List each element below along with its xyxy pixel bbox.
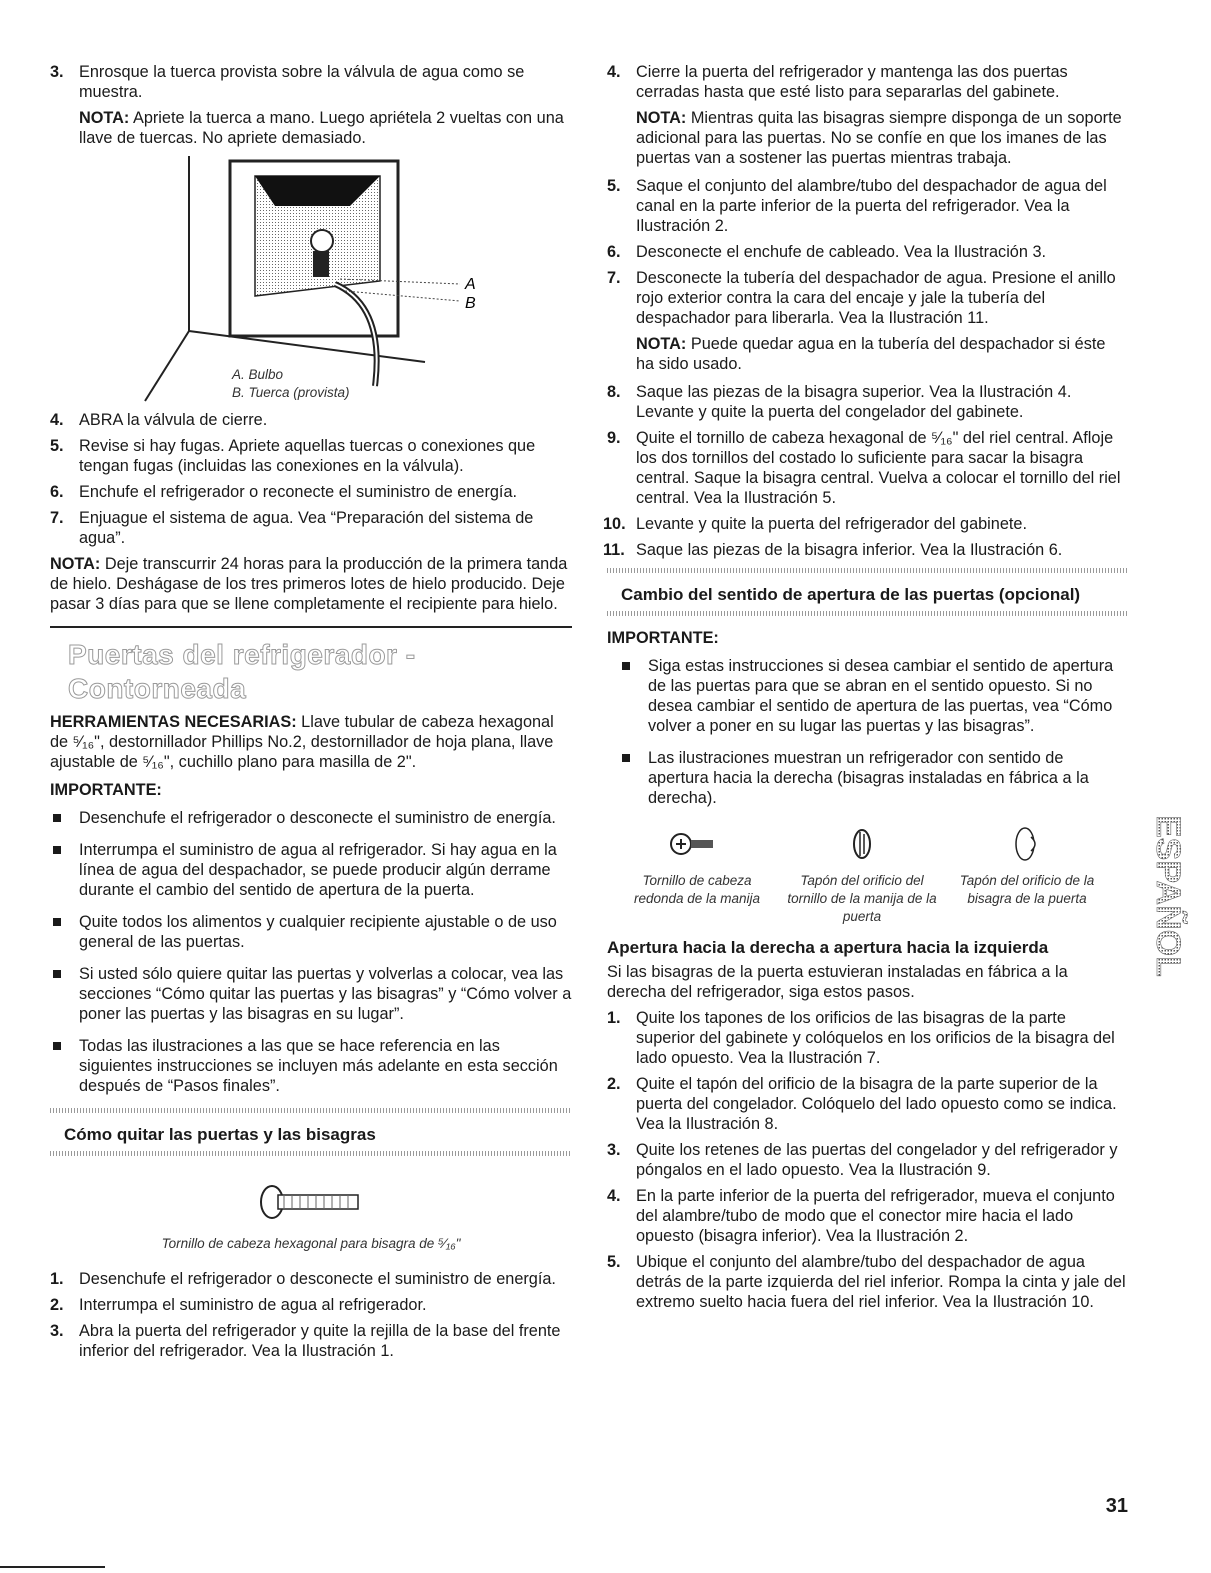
direction-intro: Si las bisagras de la puerta estuvieran instaladas en fábrica a la derecha del refrigerador, siga estos pasos. [607,963,1068,1001]
reverse-doors-heading: Cambio del sentido de apertura de las puertas (opcional) [621,585,1081,604]
footer-rule [0,1566,105,1568]
dotted-rule [607,611,1127,616]
important-label: IMPORTANTE: [50,781,162,799]
direction-step: 4. En la parte inferior de la puerta del refrigerador, mueva el conjunto del alambre/tubo de modo que el conector mire hacia el lado opuesto (bisagra inferior). Vea la Ilustración 2. [607,1187,1115,1245]
dotted-rule [607,568,1127,573]
hex-screw-icon [256,1182,366,1222]
remove-step: 3. Abra la puerta del refrigerador y quite la rejilla de la base del frente inferior del refrigerador. Vea la Ilustración 1. [50,1322,561,1360]
part-caption: Tapón del orificio del tornillo de la manija de la puerta [787,873,937,924]
bullet-item: Interrumpa el suministro de agua al refrigerador. Si hay agua en la línea de agua del despachador, se puede producir algún derrame durante el cambio del sentido de apertura de la puerta. [50,840,572,900]
install-step: 6. Enchufe el refrigerador o reconecte el suministro de energía. [50,483,518,501]
bullet-item: Las ilustraciones muestran un refrigerador con sentido de apertura hacia la derecha (bisagras instaladas en fábrica a la derecha). [619,748,1127,808]
ice-note: NOTA: Deje transcurrir 24 horas para la producción de la primera tanda de hielo. Deshágase de los tres primeros lotes de hielo producido. Deje pasar 3 días para que se llene completamente el recipiente para hielo. [50,555,568,613]
direction-step: 5. Ubique el conjunto del alambre/tubo del despachador de agua detrás de la parte izquierda del riel inferior. Rompa la cinta y jale del extremo suelto hacia fuera del riel inferior. Vea la Ilustración 10. [607,1253,1126,1311]
install-step: 7. Enjuague el sistema de agua. Vea “Preparación del sistema de agua”. [50,509,534,547]
figure-caption: A. Bulbo B. Tuerca (provista) [232,367,350,400]
hex-screw-caption: Tornillo de cabeza hexagonal para bisagra de ⁵⁄₁₆" [161,1236,461,1251]
part-item [782,824,942,926]
install-steps-continued [50,410,572,548]
remove-step: 7. Desconecte la tubería del despachador de agua. Presione el anillo rojo exterior contra la cara del encaje y jale la tubería del despachador para liberarla. Vea la Ilustración 11. [607,269,1116,327]
remove-step: 8. Saque las piezas de la bisagra superior. Vea la Ilustración 4. Levante y quite la puerta del congelador del gabinete. [607,383,1072,421]
install-step: 5. Revise si hay fugas. Apriete aquellas tuercas o conexiones que tengan fugas (incluidas las conexiones en la válvula). [50,437,536,475]
part-caption: Tapón del orificio de la bisagra de la puerta [959,873,1095,906]
install-step: 4. ABRA la válvula de cierre. [50,411,268,429]
direction-step: 3. Quite los retenes de las puertas del congelador y del refrigerador y póngalos en el lado opuesto. Vea la Ilustración 9. [607,1141,1118,1179]
step-number: 3. [50,63,64,81]
direction-steps [607,1008,1127,1312]
water-note: NOTA: Puede quedar agua en la tubería del despachador si éste ha sido usado. [636,335,1106,373]
direction-heading: Apertura hacia la derecha a apertura hacia la izquierda [607,938,1049,957]
bullet-square-icon [53,846,61,854]
section-title: Puertas del refrigerador - Contorneada [68,639,416,704]
bullet-item: Todas las ilustraciones a las que se hace referencia en las siguientes instrucciones se incluyen más adelante en esta sección después de “Pasos finales”. [50,1036,572,1096]
dotted-rule [50,1108,572,1113]
round-head-screw-icon [667,824,727,864]
label-a: A [465,276,476,293]
important-bullets [619,656,1127,808]
side-tab-text: ESPAÑOL [1149,815,1187,977]
handle-plug-icon [842,824,882,864]
bullet-item: Quite todos los alimentos y cualquier recipiente ajustable o de uso general de las puertas. [50,912,572,952]
bullet-square-icon [53,814,61,822]
bullet-square-icon [622,754,630,762]
parts-figure [617,824,1107,926]
install-note: NOTA: Apriete la tuerca a mano. Luego apriétela 2 vueltas con una llave de tuercas. No apriete demasiado. [79,109,564,147]
water-valve-figure [50,156,572,374]
remove-step: 1. Desenchufe el refrigerador o desconecte el suministro de energía. [50,1270,556,1288]
bullet-square-icon [53,1042,61,1050]
tools-needed: HERRAMIENTAS NECESARIAS: Llave tubular de cabeza hexagonal de ⁵⁄₁₆", destornillador Phillips No.2, destornillador de hoja plana, llave ajustable de ⁵⁄₁₆", cuchillo plano para masilla de 2". [50,713,554,771]
remove-step: 6. Desconecte el enchufe de cableado. Vea la Ilustración 3. [607,243,1047,261]
right-column [603,62,1127,1318]
bullet-item: Si usted sólo quiere quitar las puertas y volverlas a colocar, vea las secciones “Cómo quitar las puertas y las bisagras” y “Cómo volver a poner las puertas y las bisagras en su lugar”. [50,964,572,1024]
page-number: 31 [1105,1495,1128,1517]
label-b: B [465,295,476,312]
remove-step: 10. Levante y quite la puerta del refrigerador del gabinete. [603,515,1028,533]
remove-step: 5. Saque el conjunto del alambre/tubo del despachador de agua del canal en la parte inferior de la puerta del refrigerador. Vea la Ilustración 2. [607,177,1107,235]
hinge-plug-icon [1007,824,1047,864]
part-caption: Tornillo de cabeza redonda de la manija [633,873,761,906]
remove-step: 4. Cierre la puerta del refrigerador y mantenga las dos puertas cerradas hasta que esté listo para separarlas del gabinete. [607,63,1068,101]
left-column [50,62,572,1367]
remove-step: 9. Quite el tornillo de cabeza hexagonal de ⁵⁄₁₆" del riel central. Afloje los dos tornillos del costado lo suficiente para sacar la bisagra central. Saque la bisagra central. Vuelva a colocar el tornillo del riel central. Vea la Ilustración 5. [607,429,1121,507]
important-label: IMPORTANTE: [607,629,719,647]
direction-step: 1. Quite los tapones de los orificios de las bisagras de la parte superior del gabinete y colóquelos en los orificios de la bisagra del lado opuesto. Vea la Ilustración 7. [607,1009,1115,1067]
hex-screw-figure [50,1182,572,1227]
step-text: Enrosque la tuerca provista sobre la válvula de agua como se muestra. [79,63,525,101]
section-divider [50,626,572,628]
important-bullets [50,808,572,1096]
remove-doors-heading: Cómo quitar las puertas y las bisagras [64,1125,376,1144]
bullet-item: Desenchufe el refrigerador o desconecte el suministro de energía. [50,808,572,828]
part-item [947,824,1107,926]
install-step-3 [50,62,572,102]
direction-step: 2. Quite el tapón del orificio de la bisagra de la parte superior de la puerta del congelador. Colóquelo del lado opuesto como se indica. Vea la Ilustración 8. [607,1075,1117,1133]
bullet-item: Siga estas instrucciones si desea cambiar el sentido de apertura de las puertas para que se abran en el sentido opuesto. Si no desea cambiar el sentido de apertura de las puertas, vea “Cómo volver a poner en su lugar las puertas y las bisagras”. [619,656,1127,736]
remove-step: 2. Interrumpa el suministro de agua al refrigerador. [50,1296,427,1314]
bullet-square-icon [53,918,61,926]
remove-steps [50,1269,572,1361]
remove-step: 11. Saque las piezas de la bisagra inferior. Vea la Ilustración 6. [603,541,1063,559]
dotted-rule [50,1151,572,1156]
support-note: NOTA: Mientras quita las bisagras siempre disponga de un soporte adicional para las puertas. No se confíe en que los imanes de las puertas van a sostener las puertas mientras trabaja. [636,109,1122,167]
water-valve-illustration [50,156,500,376]
bullet-square-icon [53,970,61,978]
language-side-tab [1149,815,1187,1060]
part-item [617,824,777,926]
bullet-square-icon [622,662,630,670]
